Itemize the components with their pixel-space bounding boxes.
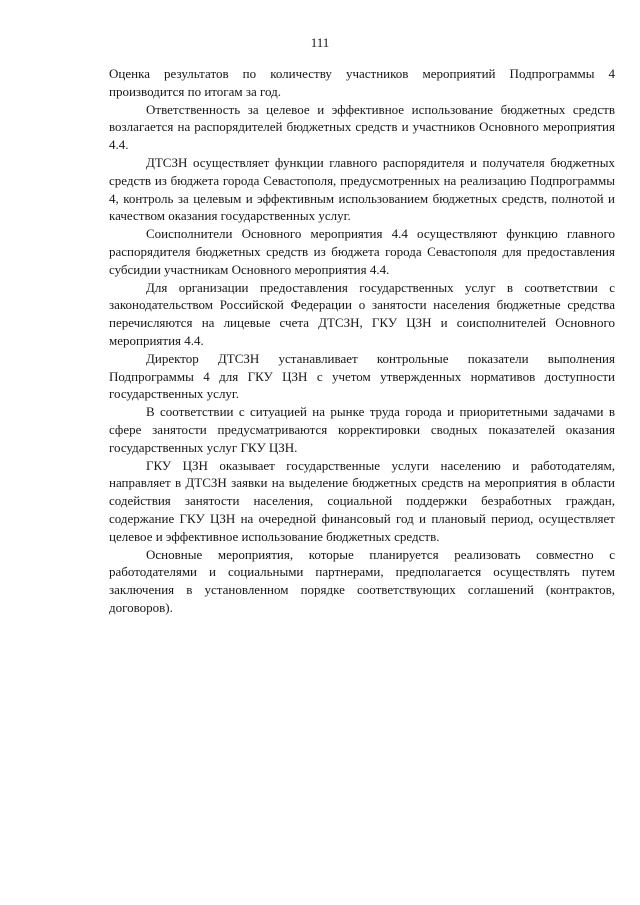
paragraph-funds-transfer: Для организации предоставления государственных услуг в соответствии с законодательством Российской Федерации о занятости населения бюджетные средства перечисляются на лицевые счета ДТСЗН, ГКУ ЦЗН и соисполнителей Основного мероприятия 4.4. [109, 279, 615, 348]
paragraph-responsibility: Ответственность за целевое и эффективное использование бюджетных средств возлагается на распорядителей бюджетных средств и участников Основного мероприятия 4.4. [109, 101, 615, 153]
paragraph-results-evaluation: Оценка результатов по количеству участников мероприятий Подпрограммы 4 производится по итогам за год. [109, 66, 615, 99]
body-text [109, 65, 615, 617]
paragraph-main-activities: Основные мероприятия, которые планируется реализовать совместно с работодателями и социальными партнерами, предполагается осуществлять путем заключения в установленном порядке соответствующих соглашений (контрактов, договоров). [109, 546, 615, 615]
paragraph-dtszn-functions: ДТСЗН осуществляет функции главного распорядителя и получателя бюджетных средств из бюджета города Севастополя, предусмотренных на реализацию Подпрограммы 4, контроль за целевым и эффективным использованием бюджетных средств, полнотой и качеством оказания государственных услуг. [109, 154, 615, 224]
paragraph-coexecutors: Соисполнители Основного мероприятия 4.4 осуществляют функцию главного распорядителя бюджетных средств из бюджета города Севастополя для предоставления субсидии участникам Основного мероприятия 4.4. [109, 226, 615, 277]
paragraph-director-indicators: Директор ДТСЗН устанавливает контрольные показатели выполнения Подпрограммы 4 для ГКУ ЦЗН с учетом утвержденных нормативов доступности государственных услуг. [109, 350, 615, 402]
paragraph-gku-czn-services: ГКУ ЦЗН оказывает государственные услуги населению и работодателям, направляет в ДТСЗН заявки на выделение бюджетных средств на мероприятия в области содействия занятости населения, социальной поддержки безработных граждан, содержание ГКУ ЦЗН на очередной финансовый год и плановый период, осуществляет целевое и эффективное использование бюджетных средств. [109, 457, 615, 544]
page-number: 111 [310, 35, 330, 50]
paragraph-adjustments: В соответствии с ситуацией на рынке труда города и приоритетными задачами в сфере занятости предусматриваются корректировки сводных показателей оказания государственных услуг ГКУ ЦЗН. [109, 404, 615, 455]
